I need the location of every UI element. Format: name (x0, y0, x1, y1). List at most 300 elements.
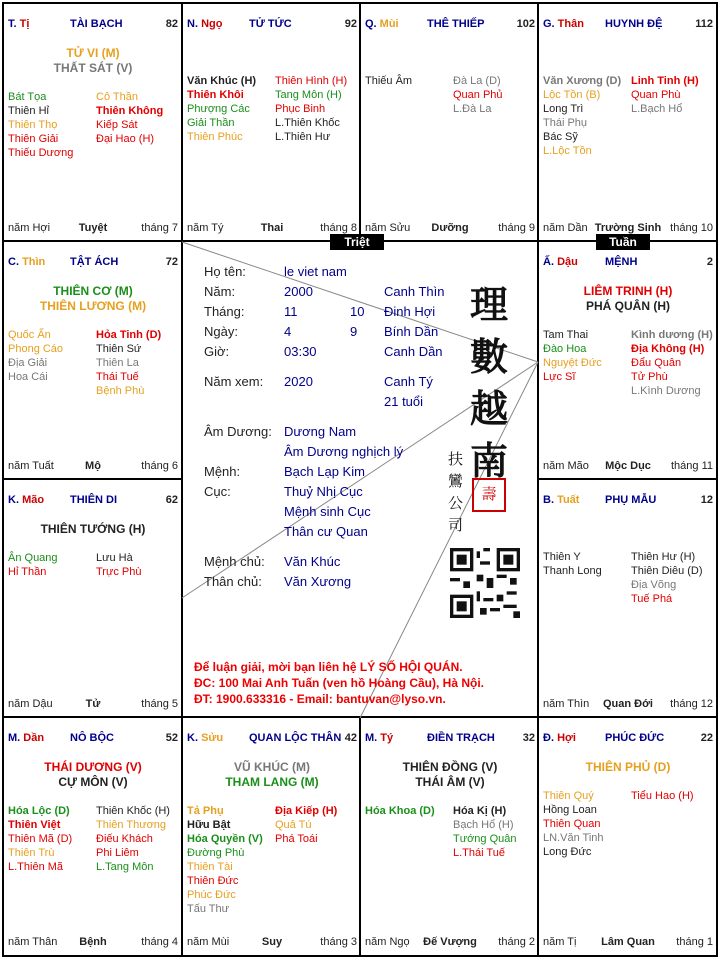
minor-star: Bệnh Phù (96, 385, 145, 397)
minor-star: Quả Tú (275, 819, 312, 831)
minor-star: L.Bạch Hổ (631, 103, 683, 115)
right-star-column (453, 74, 539, 116)
life-stage: Bệnh (79, 936, 107, 948)
palace-month: tháng 9 (498, 222, 535, 234)
palace-month: tháng 1 (676, 936, 713, 948)
logo-char-3: 越 (470, 386, 509, 431)
minor-star: L.Kình Dương (631, 385, 701, 397)
palace-branch: Thân (557, 18, 584, 30)
minor-star: L.Tang Môn (96, 861, 154, 873)
palace-stem-branch (8, 732, 44, 744)
palace-stem: C. (8, 256, 23, 268)
right-star-column (631, 328, 717, 398)
main-star: TỬ VI (M) (66, 46, 120, 60)
palace-year: năm Mùi (187, 936, 230, 948)
main-star: THÁI ÂM (V) (415, 775, 485, 789)
palace-year: năm Ngọ (365, 936, 410, 948)
amduong-value: Dương Nam (284, 424, 357, 439)
palace-title: HUYNH ĐỆ (605, 18, 663, 30)
logo-small-4: 司 (448, 516, 464, 534)
contact-note-2: ĐC: 100 Mai Anh Tuấn (ven hồ Hoàng Cầu), Hà Nội. (194, 676, 485, 690)
nam-value: 2000 (284, 284, 313, 299)
palace-month: tháng 5 (141, 698, 178, 710)
palace-title: THÊ THIẾP (427, 18, 485, 30)
minor-star: Tuế Phá (631, 593, 673, 605)
minor-star: Thiên Khôi (187, 89, 244, 101)
minor-star: Tướng Quân (453, 833, 517, 845)
life-stage: Trường Sinh (594, 222, 662, 234)
palace-stem: M. (8, 732, 24, 744)
minor-star: Tang Môn (H) (275, 89, 342, 101)
thang-am: 10 (350, 304, 365, 319)
palace-age-number: 12 (700, 494, 713, 506)
palace-footer (543, 936, 713, 950)
main-star: THIÊN ĐỒNG (V) (402, 760, 498, 774)
minor-star: Hữu Bật (187, 819, 231, 831)
life-stage: Suy (261, 936, 283, 948)
palace-stem: K. (8, 494, 23, 506)
main-stars (539, 284, 717, 314)
minor-star: Giải Thần (187, 117, 235, 129)
palace-age-number: 42 (344, 732, 357, 744)
palace-month: tháng 7 (141, 222, 178, 234)
minor-star: Bạch Hổ (H) (453, 819, 514, 831)
main-star: LIÊM TRINH (H) (583, 284, 673, 298)
minor-star: Quan Phủ (453, 89, 503, 101)
palace-stem-branch (543, 256, 578, 268)
minor-star: L.Thái Tuế (453, 847, 505, 859)
gio-can: Canh Dần (384, 344, 443, 359)
palace-stem: T. (8, 18, 20, 30)
minor-star: Lộc Tồn (B) (543, 89, 601, 101)
left-star-column (8, 804, 96, 874)
palace-header (365, 732, 535, 746)
palace-cell (183, 718, 361, 956)
minor-star: Cô Thần (96, 91, 138, 103)
left-star-column (543, 74, 631, 158)
palace-header (8, 256, 178, 270)
minor-star: Phượng Các (187, 103, 250, 115)
minor-star: Ân Quang (8, 552, 58, 564)
palace-cell (4, 480, 182, 718)
palace-age-number: 72 (165, 256, 178, 268)
palace-footer (365, 936, 535, 950)
palace-year: năm Sửu (365, 222, 411, 234)
minor-star: Địa Không (H) (631, 343, 705, 355)
logo-char-2: 數 (470, 334, 509, 379)
palace-year: năm Tuất (8, 460, 54, 472)
right-star-column (96, 551, 182, 579)
right-star-column (631, 550, 717, 606)
palace-footer (8, 460, 178, 474)
palace-stem: K. (187, 732, 202, 744)
main-stars (4, 284, 182, 314)
palace-branch: Mùi (379, 18, 399, 30)
minor-star: Thiên Mã (D) (8, 833, 73, 845)
thang-label: Tháng: (204, 304, 245, 319)
minor-star: Quan Phù (631, 89, 681, 101)
minor-star: Thái Tuế (96, 371, 139, 383)
palace-stem: M. (365, 732, 381, 744)
minor-star: Trực Phù (96, 566, 142, 578)
thang-value: 11 (284, 304, 298, 319)
palace-footer (543, 698, 713, 712)
palace-year: năm Tý (187, 222, 224, 234)
minor-star: Địa Võng (631, 579, 677, 591)
minor-star: Thiếu Âm (365, 75, 413, 87)
palace-month: tháng 4 (141, 936, 178, 948)
left-star-column (365, 74, 453, 88)
minor-star: Kiếp Sát (96, 119, 138, 131)
palace-month: tháng 10 (670, 222, 713, 234)
palace-footer (543, 460, 713, 474)
right-star-column (96, 328, 182, 398)
minor-star: Thiên Hư (H) (631, 551, 696, 563)
left-star-column (8, 328, 96, 384)
main-star: THIÊN TƯỚNG (H) (40, 522, 146, 536)
palace-stem-branch (187, 18, 222, 30)
minor-star: Tiểu Hao (H) (631, 790, 694, 802)
palace-branch: Tý (380, 732, 394, 744)
thanchu-value: Văn Xương (284, 574, 352, 589)
minor-star: Thiên Việt (8, 819, 61, 831)
palace-branch: Tị (19, 18, 30, 30)
palace-stem-branch (8, 256, 45, 268)
amduong-label: Âm Dương: (204, 424, 272, 439)
palace-cell (539, 242, 717, 480)
minor-star: Thiên Thọ (8, 119, 58, 131)
palace-header (8, 732, 178, 746)
palace-branch: Dậu (557, 256, 578, 268)
palace-branch: Thìn (22, 256, 46, 268)
minor-star: Đào Hoa (543, 343, 587, 355)
palace-month: tháng 3 (320, 936, 357, 948)
palace-cell (361, 718, 539, 956)
palace-age-number: 22 (700, 732, 713, 744)
minor-star: Lưu Hà (96, 552, 133, 564)
life-stage: Tuyệt (78, 222, 108, 234)
main-star: PHÁ QUÂN (H) (586, 299, 670, 313)
main-star: THẤT SÁT (V) (53, 61, 133, 75)
palace-month: tháng 6 (141, 460, 178, 472)
palace-title: PHÚC ĐỨC (605, 732, 665, 744)
life-stage: Tử (85, 698, 101, 710)
minor-star: Tấu Thư (187, 903, 230, 915)
minor-star: L.Đà La (453, 103, 492, 115)
palace-title: ĐIỀN TRẠCH (427, 732, 495, 744)
left-star-column (187, 804, 275, 916)
red-seal-stamp: 壽 (472, 478, 506, 512)
ho-ten-label: Họ tên: (204, 264, 246, 279)
life-stage: Dưỡng (431, 222, 469, 234)
right-star-column (631, 789, 717, 803)
main-star: THIÊN CƠ (M) (53, 284, 133, 298)
palace-age-number: 62 (165, 494, 178, 506)
palace-footer (8, 698, 178, 712)
palace-footer (187, 222, 357, 236)
minor-star: Hoa Cái (8, 371, 48, 383)
palace-year: năm Dậu (8, 698, 53, 710)
palace-age-number: 82 (165, 18, 178, 30)
logo-small-3: 公 (448, 494, 464, 512)
minor-star: Hóa Quyền (V) (187, 833, 263, 845)
main-stars (4, 760, 182, 790)
palace-branch: Tuất (557, 494, 580, 506)
minor-star: Long Trì (543, 103, 584, 115)
cuc-value3: Thân cư Quan (284, 524, 368, 539)
left-star-column (543, 328, 631, 384)
palace-cell (4, 4, 182, 242)
logo-small-1: 扶 (448, 450, 464, 468)
palace-stem-branch (543, 18, 584, 30)
menh-label: Mệnh: (204, 464, 241, 479)
palace-branch: Ngọ (201, 18, 223, 30)
palace-header (187, 732, 357, 746)
life-stage: Mộ (85, 460, 101, 472)
ngay-am: 9 (350, 324, 358, 339)
palace-stem-branch (543, 732, 576, 744)
minor-star: Thiên Trù (8, 847, 55, 859)
palace-footer (187, 936, 357, 950)
palace-cell (361, 4, 539, 242)
ngay-can: Bính Dần (384, 324, 439, 339)
minor-star: Quốc Ấn (8, 329, 51, 341)
palace-age-number: 102 (516, 18, 535, 30)
tuan-tag: Tuần (596, 234, 650, 250)
minor-star: Đẩu Quân (631, 357, 682, 369)
minor-star: Thanh Long (543, 565, 602, 577)
qr-code-icon (450, 548, 520, 618)
palace-header (8, 18, 178, 32)
ngay-label: Ngày: (204, 324, 238, 339)
minor-star: Tam Thai (543, 329, 589, 341)
life-stage: Thai (260, 222, 284, 234)
right-star-column (96, 804, 182, 874)
palace-cell (539, 4, 717, 242)
life-stage: Lâm Quan (601, 936, 655, 948)
minor-star: LN.Văn Tinh (543, 832, 604, 844)
palace-stem-branch (365, 18, 399, 30)
palace-branch: Sửu (201, 732, 224, 744)
minor-star: Địa Kiếp (H) (275, 805, 338, 817)
minor-star: Long Đức (543, 846, 592, 858)
right-star-column (275, 74, 361, 144)
palace-header (187, 18, 357, 32)
palace-footer (8, 936, 178, 950)
left-star-column (543, 789, 631, 859)
minor-star: Hỏa Tinh (D) (96, 329, 162, 341)
namxem-value: 2020 (284, 374, 313, 389)
palace-month: tháng 8 (320, 222, 357, 234)
minor-star: Thiên Giải (8, 133, 59, 145)
palace-stem-branch (8, 18, 29, 30)
logo-char-1: 理 (470, 282, 509, 327)
palace-age-number: 32 (522, 732, 535, 744)
right-star-column (275, 804, 361, 846)
palace-stem-branch (8, 494, 44, 506)
palace-stem: N. (187, 18, 202, 30)
namxem-label: Năm xem: (204, 374, 264, 389)
minor-star: Phục Binh (275, 103, 326, 115)
palace-year: năm Mão (543, 460, 589, 472)
palace-header (543, 494, 713, 508)
palace-month: tháng 2 (498, 936, 535, 948)
left-star-column (8, 90, 96, 160)
main-stars (361, 760, 539, 790)
palace-title: NÔ BỘC (70, 732, 114, 744)
namxem-can: Canh Tý (384, 374, 433, 389)
minor-star: Thiên Sứ (96, 343, 142, 355)
palace-header (543, 732, 713, 746)
menh-value: Bạch Lạp Kim (284, 464, 365, 479)
palace-stem-branch (365, 732, 393, 744)
minor-star: Thiên Đức (187, 875, 239, 887)
main-star: THIÊN PHỦ (D) (585, 760, 671, 774)
ho-ten-value: le viet nam (284, 264, 347, 279)
palace-stem: Đ. (543, 732, 558, 744)
left-star-column (365, 804, 453, 818)
palace-title: MỆNH (605, 256, 638, 268)
palace-cell (4, 718, 182, 956)
triet-tag: Triệt (330, 234, 384, 250)
left-star-column (187, 74, 275, 144)
palace-age-number: 2 (706, 256, 713, 268)
palace-footer (543, 222, 713, 236)
cuc-value2: Mệnh sinh Cục (284, 504, 371, 519)
minor-star: Thiên Quan (543, 818, 601, 830)
minor-star: Phi Liêm (96, 847, 139, 859)
minor-star: L.Lộc Tồn (543, 145, 592, 157)
minor-star: Bác Sỹ (543, 131, 578, 143)
nam-label: Năm: (204, 284, 236, 299)
minor-star: L.Thiên Hư (275, 131, 331, 143)
minor-star: Kình dương (H) (631, 329, 713, 341)
minor-star: Văn Xương (D) (543, 75, 622, 87)
palace-footer (365, 222, 535, 236)
thang-can: Đinh Hợi (384, 304, 436, 319)
minor-star: Thiên Thương (96, 819, 167, 831)
minor-star: Tử Phù (631, 371, 668, 383)
left-star-column (543, 550, 631, 578)
palace-branch: Hợi (557, 732, 576, 744)
contact-note-1: Để luận giải, mời bạn liên hệ LÝ SỐ HỘI QUÁN. (194, 660, 463, 674)
palace-year: năm Dần (543, 222, 588, 234)
palace-header (543, 256, 713, 270)
right-star-column (96, 90, 182, 146)
logo-small-2: 鸞 (448, 472, 464, 490)
minor-star: Hồng Loan (543, 804, 597, 816)
minor-star: Địa Giải (8, 357, 48, 369)
palace-title: THIÊN DI (70, 494, 118, 506)
minor-star: Thiên Tài (187, 861, 233, 873)
palace-header (365, 18, 535, 32)
minor-star: Đại Hao (H) (96, 133, 155, 145)
palace-title: QUAN LỘC THÂN (249, 732, 342, 744)
minor-star: Phúc Đức (187, 889, 236, 901)
palace-year: năm Tị (543, 936, 577, 948)
minor-star: Thiên Khốc (H) (96, 805, 170, 817)
palace-title: PHỤ MẪU (605, 494, 657, 506)
main-stars (4, 46, 182, 76)
menhchu-label: Mệnh chủ: (204, 554, 265, 569)
menhchu-value: Văn Khúc (284, 554, 341, 569)
palace-header (8, 494, 178, 508)
minor-star: Điếu Khách (96, 833, 153, 845)
minor-star: L.Thiên Mã (8, 861, 64, 873)
minor-star: Nguyệt Đức (543, 357, 602, 369)
minor-star: Phá Toái (275, 833, 318, 845)
palace-cell (539, 480, 717, 718)
minor-star: Bát Tọa (8, 91, 47, 103)
palace-stem: B. (543, 494, 558, 506)
minor-star: Thiên Diêu (D) (631, 565, 703, 577)
palace-title: TÀI BẠCH (70, 18, 123, 30)
palace-stem-branch (543, 494, 579, 506)
palace-title: TẬT ÁCH (70, 256, 119, 268)
palace-age-number: 52 (165, 732, 178, 744)
palace-branch: Mão (22, 494, 45, 506)
amduong-value2: Âm Dương nghịch lý (284, 444, 404, 459)
palace-year: năm Hợi (8, 222, 51, 234)
main-star: THIÊN LƯƠNG (M) (39, 299, 147, 313)
palace-stem: G. (543, 18, 558, 30)
palace-cell (183, 4, 361, 242)
gio-value: 03:30 (284, 344, 317, 359)
nam-can: Canh Thìn (384, 284, 445, 299)
palace-year: năm Thìn (543, 698, 590, 710)
minor-star: Đà La (D) (453, 75, 501, 87)
right-star-column (631, 74, 717, 116)
minor-star: L.Thiên Khốc (275, 117, 340, 129)
minor-star: Hỉ Thần (8, 566, 47, 578)
palace-month: tháng 11 (670, 460, 713, 472)
minor-star: Hóa Kị (H) (453, 805, 507, 817)
main-stars (183, 760, 361, 790)
minor-star: Văn Khúc (H) (187, 75, 257, 87)
palace-year: năm Thân (8, 936, 58, 948)
minor-star: Hóa Lộc (D) (8, 805, 70, 817)
minor-star: Tả Phụ (187, 805, 224, 817)
minor-star: Đường Phù (187, 847, 245, 859)
minor-star: Thiên Hình (H) (275, 75, 348, 87)
right-star-column (453, 804, 539, 860)
palace-age-number: 92 (344, 18, 357, 30)
ngay-value: 4 (284, 324, 292, 339)
tuoi-value: 21 tuổi (384, 394, 424, 409)
life-stage: Mộc Dục (605, 460, 651, 472)
minor-star: Thiếu Dương (8, 147, 74, 159)
left-star-column (8, 551, 96, 579)
main-star: THAM LANG (M) (225, 775, 319, 789)
logo-char-4: 南 (470, 438, 509, 483)
palace-title: TỬ TỨC (249, 18, 292, 30)
gio-label: Giờ: (204, 344, 230, 359)
minor-star: Thái Phụ (543, 117, 588, 129)
main-stars (4, 522, 182, 537)
main-stars (539, 760, 717, 775)
palace-footer (8, 222, 178, 236)
palace-branch: Dần (23, 732, 45, 744)
center-info (182, 242, 538, 718)
minor-star: Thiên Không (96, 105, 164, 117)
minor-star: Phong Cáo (8, 343, 64, 355)
palace-cell (4, 242, 182, 480)
main-star: CỰ MÔN (V) (58, 775, 128, 789)
main-star: VŨ KHÚC (M) (234, 760, 310, 774)
life-stage: Quan Đới (603, 698, 653, 710)
palace-header (543, 18, 713, 32)
contact-note-3: ĐT: 1900.633316 - Email: bantuvan@lyso.vn. (194, 692, 446, 706)
